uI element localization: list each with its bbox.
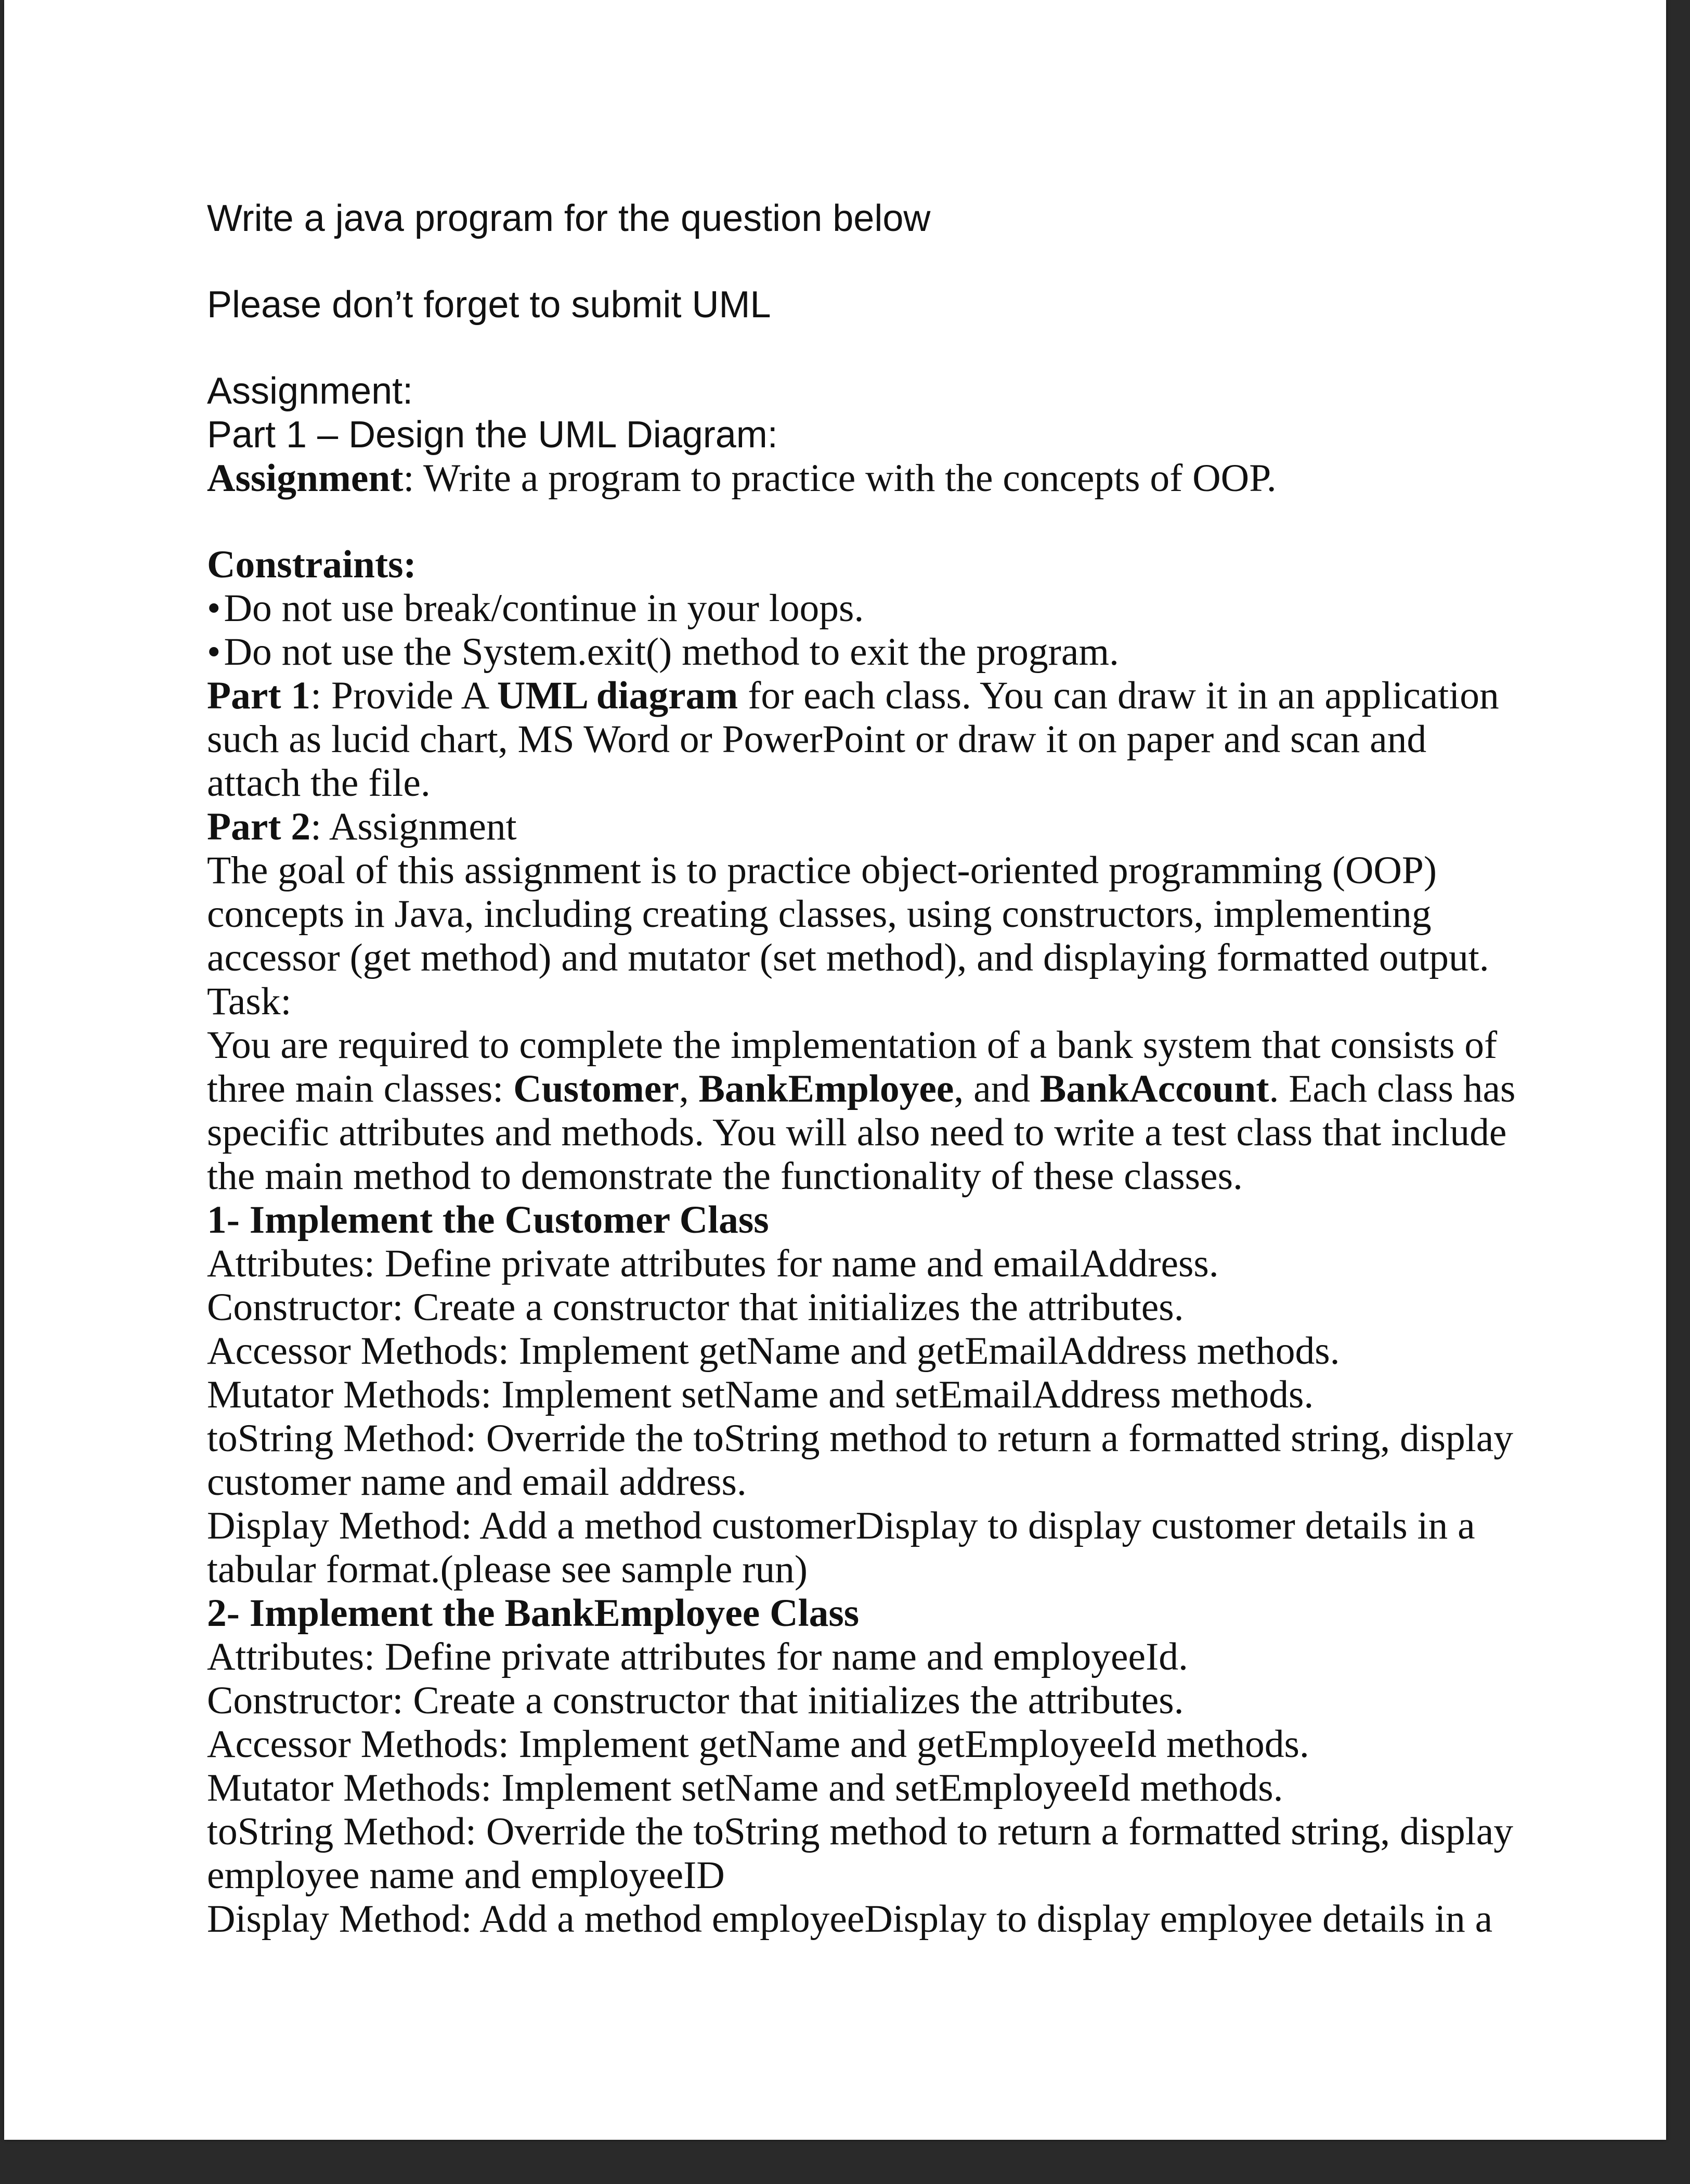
document-page [4, 0, 1666, 2140]
bullet-icon: • [207, 587, 221, 630]
part2-heading [207, 805, 1549, 849]
customer-line: Constructor: Create a constructor that initializes the attributes. [207, 1286, 1184, 1329]
task-line-1: You are required to complete the implementation of a bank system that consists of [207, 1024, 1498, 1067]
customer-line: Display Method: Add a method customerDisplay to display customer details in a [207, 1504, 1475, 1547]
constraints-title [207, 543, 1549, 587]
intro-line-2: Please don’t forget to submit UML [207, 284, 771, 326]
customer-line: toString Method: Override the toString method to return a formatted string, display [207, 1417, 1514, 1460]
assignment-bold-label: Assignment [207, 457, 404, 500]
customer-heading-text: 1- Implement the Customer Class [207, 1198, 769, 1242]
assignment-text: : Write a program to practice with the concepts of OOP. [403, 457, 1277, 500]
part1-title: Part 1 – Design the UML Diagram: [207, 414, 778, 456]
part1-line-3: attach the file. [207, 761, 431, 805]
part1-text-a: : Provide A [310, 674, 497, 717]
intro-line-1: Write a java program for the question below [207, 198, 931, 239]
customer-line: customer name and email address. [207, 1461, 747, 1504]
task-line-2 [207, 1067, 1549, 1111]
goal-line: concepts in Java, including creating classes, using constructors, implementing [207, 893, 1432, 936]
part1-text-b: for each class. You can draw it in an application [738, 674, 1499, 717]
part1-label: Part 1 [207, 674, 311, 717]
employee-line: Constructor: Create a constructor that initializes the attributes. [207, 1679, 1184, 1722]
part2-label: Part 2 [207, 805, 311, 848]
task-text: , and [954, 1067, 1041, 1110]
customer-line: Accessor Methods: Implement getName and getEmailAddress methods. [207, 1329, 1340, 1373]
task-text: three main classes: [207, 1067, 514, 1110]
part1-line-1 [207, 674, 1549, 718]
constraint-text: Do not use the System.exit() method to exit the program. [224, 630, 1119, 674]
employee-line: Accessor Methods: Implement getName and getEmployeeId methods. [207, 1723, 1309, 1766]
employee-line: Mutator Methods: Implement setName and setEmployeeId methods. [207, 1766, 1283, 1810]
employee-line: Display Method: Add a method employeeDisplay to display employee details in a [207, 1897, 1493, 1941]
task-text: . Each class has [1269, 1067, 1516, 1110]
employee-line: Attributes: Define private attributes for name and employeeId. [207, 1635, 1188, 1678]
goal-line: The goal of this assignment is to practice object-oriented programming (OOP) [207, 849, 1437, 892]
constraint-text: Do not use break/continue in your loops. [224, 587, 864, 630]
page-content [207, 197, 1549, 1941]
class-name-customer: Customer [513, 1067, 679, 1110]
goal-line: accessor (get method) and mutator (set method), and displaying formatted output. [207, 936, 1489, 979]
part1-line-2: such as lucid chart, MS Word or PowerPoint or draw it on paper and scan and [207, 718, 1427, 761]
assignment-label: Assignment: [207, 370, 413, 412]
task-line-4: the main method to demonstrate the functionality of these classes. [207, 1155, 1243, 1198]
task-label: Task: [207, 980, 292, 1023]
customer-heading [207, 1198, 1549, 1242]
customer-line: Mutator Methods: Implement setName and setEmailAddress methods. [207, 1373, 1314, 1416]
uml-diagram-bold: UML diagram [497, 674, 738, 717]
customer-line: Attributes: Define private attributes for name and emailAddress. [207, 1242, 1219, 1285]
constraint-item [207, 630, 1549, 674]
constraints-title-text: Constraints: [207, 543, 417, 586]
part2-text: : Assignment [310, 805, 517, 848]
employee-line: toString Method: Override the toString method to return a formatted string, display [207, 1810, 1514, 1853]
class-name-bankemployee: BankEmployee [698, 1067, 954, 1110]
class-name-bankaccount: BankAccount [1040, 1067, 1269, 1110]
bullet-icon: • [207, 630, 221, 674]
task-text: , [679, 1067, 699, 1110]
assignment-statement [207, 457, 1549, 500]
customer-line: tabular format.(please see sample run) [207, 1548, 808, 1591]
task-line-3: specific attributes and methods. You will also need to write a test class that include [207, 1111, 1507, 1154]
constraint-item [207, 587, 1549, 630]
employee-heading-text: 2- Implement the BankEmployee Class [207, 1592, 860, 1635]
employee-heading [207, 1592, 1549, 1635]
employee-line: employee name and employeeID [207, 1854, 725, 1897]
